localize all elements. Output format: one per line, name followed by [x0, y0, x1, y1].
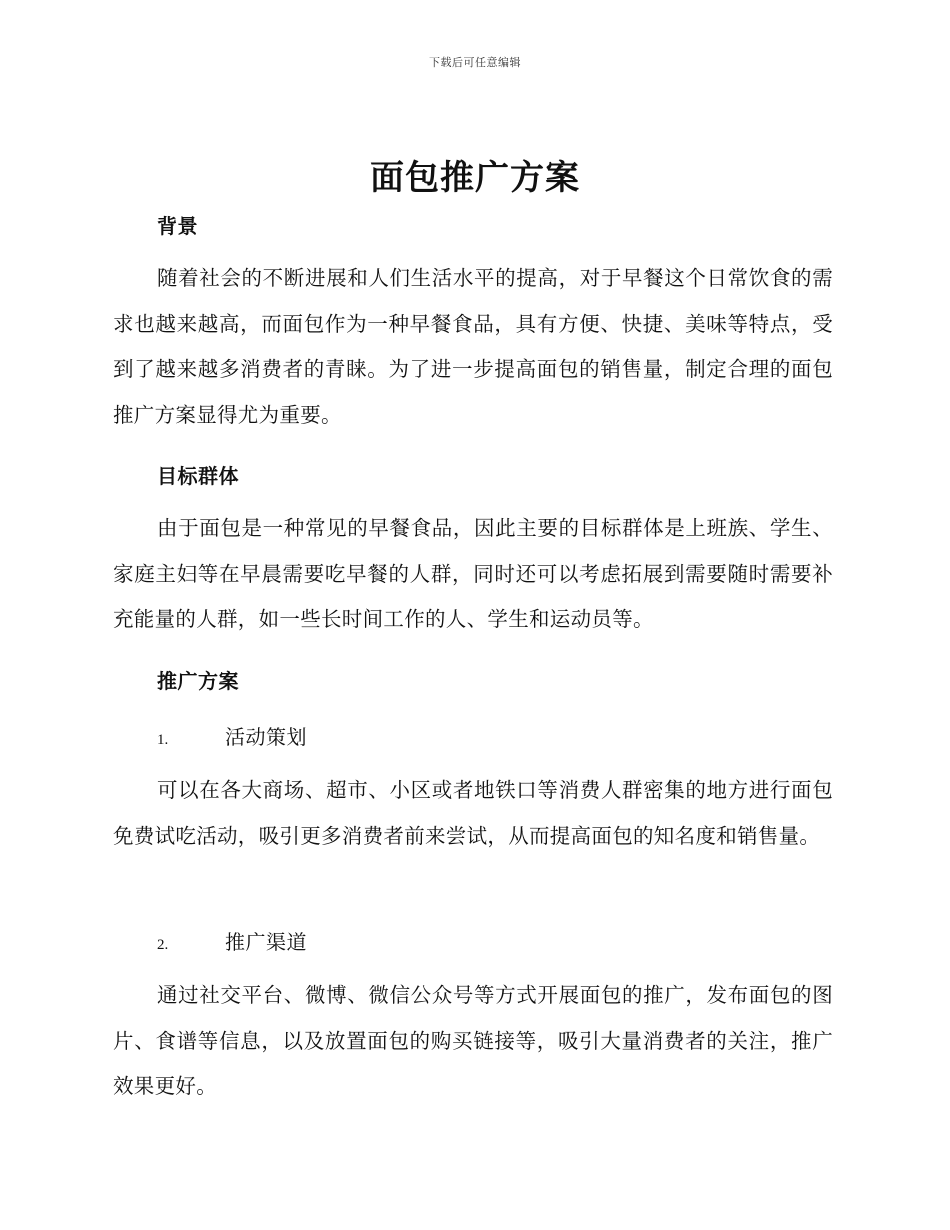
- section-heading-plan: 推广方案: [157, 669, 239, 693]
- list-item-1: [157, 721, 307, 750]
- list-number: 2.: [157, 937, 169, 953]
- document-title: 面包推广方案: [370, 158, 580, 198]
- section-heading-target: 目标群体: [157, 464, 239, 488]
- section-heading-background: 背景: [157, 214, 198, 238]
- list-label: 推广渠道: [225, 930, 307, 954]
- list-item-2: [157, 926, 307, 955]
- list-label: 活动策划: [225, 725, 307, 749]
- paragraph-channels: 通过社交平台、微博、微信公众号等方式开展面包的推广，发布面包的图片、食谱等信息，以及放置面包的购买链接等，吸引大量消费者的关注，推广效果更好。: [113, 983, 833, 1098]
- paragraph-activity: 可以在各大商场、超市、小区或者地铁口等消费人群密集的地方进行面包免费试吃活动，吸引更多消费者前来尝试，从而提高面包的知名度和销售量。: [113, 778, 833, 848]
- paragraph-background: 随着社会的不断进展和人们生活水平的提高，对于早餐这个日常饮食的需求也越来越高，而面包作为一种早餐食品，具有方便、快捷、美味等特点，受到了越来越多消费者的青睐。为了进一步提高面包的销售量，制定合理的面包推广方案显得尤为重要。: [113, 266, 833, 427]
- list-number: 1.: [157, 732, 169, 748]
- paragraph-target: 由于面包是一种常见的早餐食品，因此主要的目标群体是上班族、学生、家庭主妇等在早晨需要吃早餐的人群，同时还可以考虑拓展到需要随时需要补充能量的人群，如一些长时间工作的人、学生和运动员等。: [113, 516, 833, 631]
- header-note: 下载后可任意编辑: [429, 56, 521, 69]
